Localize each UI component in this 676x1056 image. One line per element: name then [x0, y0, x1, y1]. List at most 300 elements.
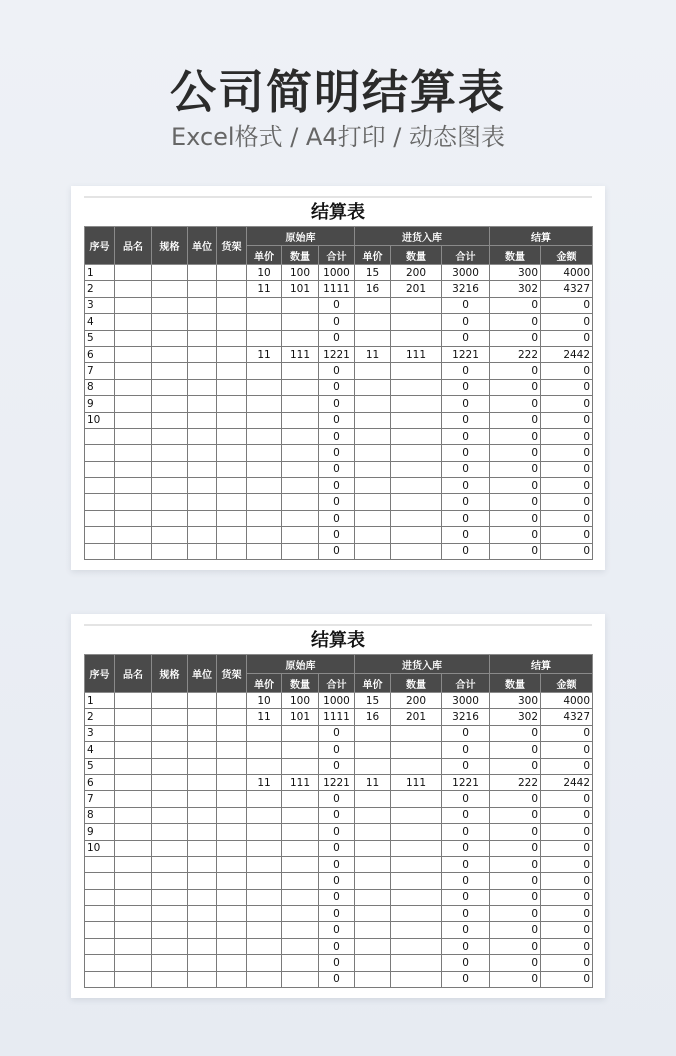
cell-spec [152, 346, 188, 362]
cell-incoming-price [355, 873, 391, 889]
cell-spec [152, 807, 188, 823]
cell-original-qty [282, 955, 319, 971]
cell-unit [188, 725, 217, 741]
cell-incoming-price [355, 791, 391, 807]
cell-incoming-qty [391, 889, 442, 905]
cell-incoming-total: 0 [442, 363, 490, 379]
cell-settle-amount: 4000 [541, 693, 593, 709]
cell-original-qty [282, 461, 319, 477]
cell-spec [152, 510, 188, 526]
cell-seq [85, 971, 115, 987]
cell-original-qty [282, 330, 319, 346]
table-row [85, 922, 593, 938]
cell-name [115, 428, 152, 444]
cell-original-price [247, 494, 282, 510]
header-incoming-price: 单价 [355, 246, 391, 265]
cell-name [115, 478, 152, 494]
cell-unit [188, 709, 217, 725]
cell-settle-amount: 0 [541, 938, 593, 954]
cell-shelf [217, 758, 247, 774]
cell-spec [152, 693, 188, 709]
cell-incoming-total: 0 [442, 297, 490, 313]
cell-incoming-total: 1221 [442, 774, 490, 790]
cell-spec [152, 856, 188, 872]
cell-incoming-qty: 111 [391, 774, 442, 790]
cell-shelf [217, 363, 247, 379]
table-row [85, 693, 593, 709]
cell-original-price: 11 [247, 346, 282, 362]
cell-seq: 9 [85, 824, 115, 840]
cell-original-total: 0 [319, 379, 355, 395]
cell-incoming-qty [391, 527, 442, 543]
cell-original-total: 0 [319, 889, 355, 905]
cell-settle-amount: 0 [541, 363, 593, 379]
cell-settle-amount: 2442 [541, 346, 593, 362]
cell-settle-amount: 0 [541, 297, 593, 313]
cell-shelf [217, 346, 247, 362]
header-original-price: 单价 [247, 246, 282, 265]
cell-shelf [217, 709, 247, 725]
cell-name [115, 379, 152, 395]
cell-original-total: 1111 [319, 709, 355, 725]
header-original-qty: 数量 [282, 674, 319, 693]
cell-incoming-total: 0 [442, 971, 490, 987]
cell-shelf [217, 461, 247, 477]
header-incoming-qty: 数量 [391, 674, 442, 693]
cell-settle-amount: 0 [541, 494, 593, 510]
cell-spec [152, 922, 188, 938]
header-name: 品名 [115, 655, 152, 693]
cell-original-price: 11 [247, 281, 282, 297]
cell-original-qty [282, 971, 319, 987]
cell-original-qty [282, 510, 319, 526]
header-group-original: 原始库 [247, 227, 355, 246]
cell-settle-qty: 0 [490, 445, 541, 461]
cell-spec [152, 363, 188, 379]
cell-original-total: 0 [319, 791, 355, 807]
cell-shelf [217, 774, 247, 790]
cell-original-qty [282, 428, 319, 444]
cell-original-total: 0 [319, 494, 355, 510]
cell-settle-qty: 0 [490, 725, 541, 741]
cell-incoming-total: 0 [442, 922, 490, 938]
cell-original-price [247, 725, 282, 741]
cell-seq [85, 856, 115, 872]
sheet-title: 结算表 [311, 202, 365, 223]
cell-incoming-price [355, 971, 391, 987]
cell-name [115, 265, 152, 281]
cell-original-total: 1221 [319, 774, 355, 790]
cell-settle-qty: 302 [490, 281, 541, 297]
cell-incoming-qty [391, 742, 442, 758]
table-row [85, 428, 593, 444]
cell-name [115, 412, 152, 428]
page-subtitle: Excel格式 / A4打印 / 动态图表 [171, 123, 505, 151]
cell-original-price [247, 938, 282, 954]
cell-unit [188, 856, 217, 872]
cell-name [115, 543, 152, 559]
cell-incoming-qty [391, 791, 442, 807]
cell-shelf [217, 873, 247, 889]
cell-shelf [217, 527, 247, 543]
cell-original-qty [282, 938, 319, 954]
cell-original-total: 0 [319, 742, 355, 758]
cell-spec [152, 889, 188, 905]
cell-settle-qty: 0 [490, 314, 541, 330]
cell-original-total: 0 [319, 856, 355, 872]
cell-original-qty [282, 873, 319, 889]
cell-unit [188, 922, 217, 938]
table-row [85, 314, 593, 330]
table-row [85, 742, 593, 758]
cell-incoming-price [355, 379, 391, 395]
cell-settle-amount: 0 [541, 856, 593, 872]
cell-incoming-total: 0 [442, 478, 490, 494]
cell-seq: 7 [85, 791, 115, 807]
cell-seq: 4 [85, 742, 115, 758]
cell-seq: 1 [85, 265, 115, 281]
sheet-preview-1 [71, 186, 605, 570]
cell-incoming-price [355, 494, 391, 510]
cell-original-total: 0 [319, 971, 355, 987]
cell-original-total: 0 [319, 510, 355, 526]
cell-seq: 9 [85, 396, 115, 412]
cell-incoming-qty [391, 412, 442, 428]
table-row [85, 709, 593, 725]
cell-original-total: 0 [319, 906, 355, 922]
cell-settle-amount: 0 [541, 428, 593, 444]
cell-original-price [247, 314, 282, 330]
cell-original-total: 0 [319, 840, 355, 856]
cell-incoming-qty [391, 428, 442, 444]
cell-original-qty [282, 412, 319, 428]
cell-incoming-price [355, 840, 391, 856]
cell-seq [85, 494, 115, 510]
cell-incoming-price [355, 412, 391, 428]
cell-incoming-price: 16 [355, 281, 391, 297]
cell-unit [188, 873, 217, 889]
cell-unit [188, 527, 217, 543]
cell-settle-amount: 0 [541, 330, 593, 346]
cell-settle-amount: 0 [541, 824, 593, 840]
cell-original-qty [282, 725, 319, 741]
cell-unit [188, 971, 217, 987]
cell-shelf [217, 693, 247, 709]
header-unit: 单位 [188, 655, 217, 693]
cell-unit [188, 363, 217, 379]
cell-incoming-qty [391, 297, 442, 313]
cell-shelf [217, 889, 247, 905]
settlement-table [84, 654, 593, 988]
cell-original-price: 10 [247, 693, 282, 709]
cell-unit [188, 314, 217, 330]
cell-original-qty [282, 840, 319, 856]
cell-settle-qty: 0 [490, 527, 541, 543]
table-row [85, 906, 593, 922]
cell-original-price [247, 445, 282, 461]
table-row [85, 938, 593, 954]
cell-name [115, 363, 152, 379]
header-spec: 规格 [152, 655, 188, 693]
table-row [85, 412, 593, 428]
cell-unit [188, 461, 217, 477]
cell-unit [188, 824, 217, 840]
cell-settle-amount: 0 [541, 889, 593, 905]
cell-unit [188, 906, 217, 922]
cell-original-price [247, 906, 282, 922]
cell-unit [188, 297, 217, 313]
cell-incoming-qty [391, 494, 442, 510]
cell-incoming-price [355, 428, 391, 444]
cell-incoming-total: 3216 [442, 281, 490, 297]
table-row [85, 840, 593, 856]
cell-incoming-qty: 200 [391, 265, 442, 281]
cell-incoming-qty [391, 396, 442, 412]
cell-incoming-qty [391, 461, 442, 477]
cell-original-qty [282, 543, 319, 559]
cell-incoming-total: 0 [442, 330, 490, 346]
cell-seq [85, 922, 115, 938]
cell-incoming-qty [391, 758, 442, 774]
cell-name [115, 330, 152, 346]
cell-original-qty [282, 791, 319, 807]
cell-shelf [217, 807, 247, 823]
table-row [85, 396, 593, 412]
header-shelf: 货架 [217, 227, 247, 265]
cell-incoming-qty [391, 363, 442, 379]
cell-incoming-qty [391, 856, 442, 872]
cell-original-price [247, 527, 282, 543]
header-group-incoming: 进货入库 [355, 227, 490, 246]
cell-unit [188, 774, 217, 790]
table-row [85, 494, 593, 510]
cell-settle-qty: 0 [490, 758, 541, 774]
cell-settle-amount: 0 [541, 396, 593, 412]
cell-unit [188, 445, 217, 461]
cell-original-qty: 111 [282, 774, 319, 790]
cell-spec [152, 906, 188, 922]
cell-name [115, 527, 152, 543]
cell-settle-qty: 0 [490, 478, 541, 494]
cell-original-total: 0 [319, 543, 355, 559]
cell-shelf [217, 428, 247, 444]
cell-original-qty: 100 [282, 693, 319, 709]
header-settle-amount: 金额 [541, 246, 593, 265]
cell-original-qty [282, 445, 319, 461]
cell-incoming-price: 11 [355, 346, 391, 362]
cell-spec [152, 725, 188, 741]
cell-spec [152, 396, 188, 412]
cell-incoming-qty [391, 906, 442, 922]
cell-incoming-price: 15 [355, 265, 391, 281]
cell-shelf [217, 725, 247, 741]
cell-original-total: 0 [319, 363, 355, 379]
cell-seq [85, 527, 115, 543]
cell-seq: 2 [85, 709, 115, 725]
cell-incoming-total: 0 [442, 840, 490, 856]
cell-incoming-total: 0 [442, 725, 490, 741]
cell-name [115, 396, 152, 412]
cell-incoming-qty [391, 840, 442, 856]
cell-original-price: 10 [247, 265, 282, 281]
table-row [85, 889, 593, 905]
cell-name [115, 824, 152, 840]
cell-seq: 8 [85, 807, 115, 823]
cell-incoming-total: 3000 [442, 265, 490, 281]
cell-incoming-price [355, 955, 391, 971]
cell-seq [85, 873, 115, 889]
cell-original-price [247, 922, 282, 938]
table-row [85, 774, 593, 790]
cell-original-qty [282, 807, 319, 823]
cell-original-total: 1111 [319, 281, 355, 297]
cell-shelf [217, 856, 247, 872]
header-settle-qty: 数量 [490, 674, 541, 693]
cell-original-total: 1221 [319, 346, 355, 362]
cell-incoming-total: 0 [442, 807, 490, 823]
cell-spec [152, 330, 188, 346]
cell-settle-qty: 0 [490, 824, 541, 840]
cell-settle-amount: 0 [541, 906, 593, 922]
cell-settle-amount: 0 [541, 758, 593, 774]
cell-incoming-price [355, 906, 391, 922]
table-row [85, 297, 593, 313]
cell-incoming-price: 15 [355, 693, 391, 709]
cell-shelf [217, 396, 247, 412]
cell-incoming-total: 0 [442, 791, 490, 807]
cell-unit [188, 758, 217, 774]
cell-settle-amount: 4327 [541, 709, 593, 725]
cell-original-total: 0 [319, 445, 355, 461]
table-row [85, 824, 593, 840]
cell-unit [188, 428, 217, 444]
cell-settle-qty: 0 [490, 971, 541, 987]
cell-original-total: 1000 [319, 265, 355, 281]
cell-incoming-qty [391, 824, 442, 840]
cell-name [115, 807, 152, 823]
cell-settle-amount: 0 [541, 873, 593, 889]
cell-settle-qty: 0 [490, 494, 541, 510]
cell-settle-qty: 0 [490, 807, 541, 823]
cell-incoming-total: 0 [442, 742, 490, 758]
cell-incoming-qty [391, 922, 442, 938]
cell-incoming-total: 0 [442, 955, 490, 971]
cell-incoming-total: 0 [442, 938, 490, 954]
cell-unit [188, 807, 217, 823]
cell-settle-qty: 0 [490, 856, 541, 872]
cell-original-price [247, 840, 282, 856]
cell-incoming-total: 0 [442, 873, 490, 889]
cell-seq: 5 [85, 330, 115, 346]
header-group-incoming: 进货入库 [355, 655, 490, 674]
cell-incoming-total: 0 [442, 445, 490, 461]
cell-settle-amount: 0 [541, 445, 593, 461]
cell-original-total: 0 [319, 807, 355, 823]
cell-original-price [247, 824, 282, 840]
cell-name [115, 774, 152, 790]
cell-name [115, 314, 152, 330]
cell-shelf [217, 379, 247, 395]
cell-spec [152, 791, 188, 807]
cell-original-qty [282, 478, 319, 494]
cell-original-price [247, 461, 282, 477]
cell-original-qty [282, 906, 319, 922]
cell-original-qty [282, 396, 319, 412]
cell-spec [152, 971, 188, 987]
cell-shelf [217, 906, 247, 922]
cell-settle-amount: 0 [541, 725, 593, 741]
cell-incoming-qty [391, 445, 442, 461]
cell-settle-amount: 0 [541, 971, 593, 987]
cell-incoming-qty: 111 [391, 346, 442, 362]
cell-unit [188, 412, 217, 428]
cell-name [115, 758, 152, 774]
cell-incoming-total: 3216 [442, 709, 490, 725]
cell-unit [188, 510, 217, 526]
cell-original-total: 0 [319, 725, 355, 741]
cell-incoming-total: 3000 [442, 693, 490, 709]
table-row [85, 346, 593, 362]
cell-spec [152, 314, 188, 330]
cell-settle-qty: 0 [490, 330, 541, 346]
cell-original-qty [282, 494, 319, 510]
cell-incoming-price [355, 330, 391, 346]
cell-settle-qty: 0 [490, 840, 541, 856]
cell-seq [85, 906, 115, 922]
cell-name [115, 889, 152, 905]
cell-incoming-qty [391, 873, 442, 889]
cell-settle-amount: 0 [541, 922, 593, 938]
cell-incoming-qty [391, 543, 442, 559]
cell-incoming-qty: 200 [391, 693, 442, 709]
cell-settle-amount: 0 [541, 807, 593, 823]
cell-settle-qty: 222 [490, 774, 541, 790]
cell-original-price: 11 [247, 774, 282, 790]
cell-shelf [217, 955, 247, 971]
cell-seq: 7 [85, 363, 115, 379]
cell-spec [152, 873, 188, 889]
cell-seq: 8 [85, 379, 115, 395]
cell-incoming-qty [391, 971, 442, 987]
cell-seq [85, 889, 115, 905]
cell-incoming-qty [391, 314, 442, 330]
cell-settle-amount: 0 [541, 527, 593, 543]
cell-spec [152, 758, 188, 774]
cell-original-price [247, 791, 282, 807]
cell-incoming-price [355, 363, 391, 379]
cell-original-total: 0 [319, 428, 355, 444]
cell-settle-qty: 0 [490, 906, 541, 922]
cell-incoming-price [355, 445, 391, 461]
cell-unit [188, 281, 217, 297]
cell-settle-amount: 0 [541, 461, 593, 477]
cell-original-price [247, 330, 282, 346]
cell-original-total: 0 [319, 461, 355, 477]
cell-name [115, 791, 152, 807]
table-row [85, 478, 593, 494]
cell-settle-qty: 0 [490, 938, 541, 954]
cell-incoming-price: 11 [355, 774, 391, 790]
cell-name [115, 693, 152, 709]
cell-shelf [217, 265, 247, 281]
cell-settle-amount: 0 [541, 314, 593, 330]
cell-incoming-total: 0 [442, 543, 490, 559]
cell-shelf [217, 742, 247, 758]
table-row [85, 807, 593, 823]
cell-settle-amount: 0 [541, 543, 593, 559]
cell-spec [152, 543, 188, 559]
cell-name [115, 955, 152, 971]
